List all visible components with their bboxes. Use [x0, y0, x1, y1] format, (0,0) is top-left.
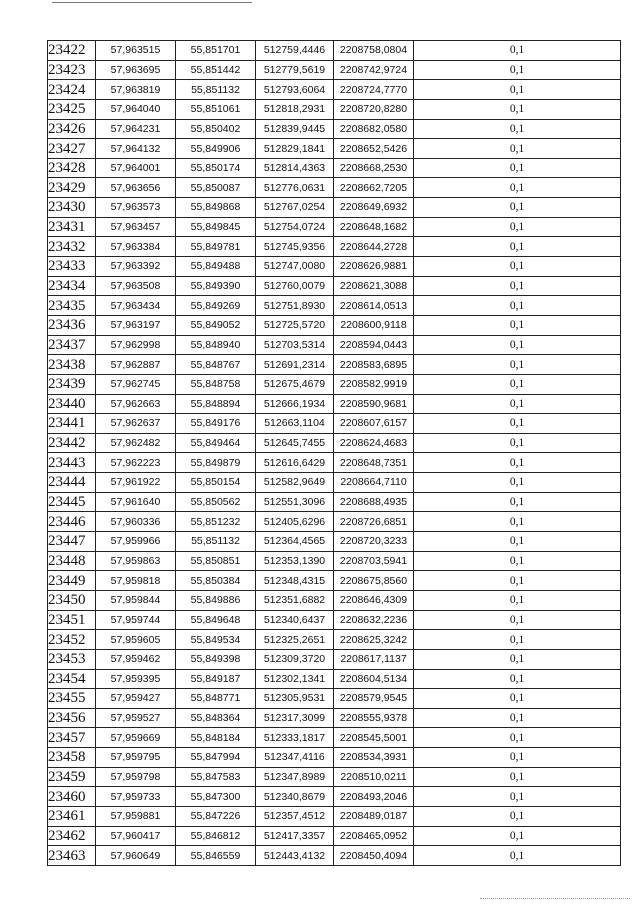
x-coordinate-cell: 512666,1934	[256, 394, 334, 414]
longitude-cell: 55,849052	[176, 315, 256, 335]
latitude-cell: 57,961922	[96, 473, 176, 493]
y-coordinate-cell: 2208607,6157	[334, 414, 414, 434]
accuracy-cell: 0,1	[414, 806, 621, 826]
latitude-cell: 57,963573	[96, 198, 176, 218]
y-coordinate-cell: 2208632,2236	[334, 610, 414, 630]
longitude-cell: 55,851061	[176, 99, 256, 119]
y-coordinate-cell: 2208720,3233	[334, 532, 414, 552]
latitude-cell: 57,963457	[96, 217, 176, 237]
accuracy-cell: 0,1	[414, 669, 621, 689]
y-coordinate-cell: 2208662,7205	[334, 178, 414, 198]
longitude-cell: 55,849464	[176, 433, 256, 453]
table-row	[48, 355, 621, 375]
point-number-cell: 23445	[48, 492, 96, 512]
longitude-cell: 55,849879	[176, 453, 256, 473]
latitude-cell: 57,959881	[96, 806, 176, 826]
y-coordinate-cell: 2208545,5001	[334, 728, 414, 748]
y-coordinate-cell: 2208758,0804	[334, 41, 414, 61]
y-coordinate-cell: 2208534,3931	[334, 748, 414, 768]
table-row	[48, 512, 621, 532]
latitude-cell: 57,959966	[96, 532, 176, 552]
latitude-cell: 57,959795	[96, 748, 176, 768]
longitude-cell: 55,849534	[176, 630, 256, 650]
accuracy-cell: 0,1	[414, 630, 621, 650]
longitude-cell: 55,850384	[176, 571, 256, 591]
table-row	[48, 787, 621, 807]
point-number-cell: 23430	[48, 198, 96, 218]
longitude-cell: 55,848894	[176, 394, 256, 414]
accuracy-cell: 0,1	[414, 453, 621, 473]
x-coordinate-cell: 512340,8679	[256, 787, 334, 807]
latitude-cell: 57,959844	[96, 590, 176, 610]
y-coordinate-cell: 2208621,3088	[334, 276, 414, 296]
y-coordinate-cell: 2208648,7351	[334, 453, 414, 473]
table-row	[48, 276, 621, 296]
latitude-cell: 57,960417	[96, 826, 176, 846]
accuracy-cell: 0,1	[414, 708, 621, 728]
table-row	[48, 846, 621, 866]
accuracy-cell: 0,1	[414, 119, 621, 139]
x-coordinate-cell: 512759,4446	[256, 41, 334, 61]
table-row	[48, 649, 621, 669]
accuracy-cell: 0,1	[414, 551, 621, 571]
longitude-cell: 55,849390	[176, 276, 256, 296]
x-coordinate-cell: 512317,3099	[256, 708, 334, 728]
coordinates-table	[47, 40, 621, 866]
latitude-cell: 57,959863	[96, 551, 176, 571]
x-coordinate-cell: 512417,3357	[256, 826, 334, 846]
table-row	[48, 178, 621, 198]
longitude-cell: 55,851442	[176, 60, 256, 80]
table-row	[48, 60, 621, 80]
latitude-cell: 57,959798	[96, 767, 176, 787]
table-row	[48, 41, 621, 61]
table-row	[48, 806, 621, 826]
point-number-cell: 23460	[48, 787, 96, 807]
x-coordinate-cell: 512305,9531	[256, 689, 334, 709]
accuracy-cell: 0,1	[414, 237, 621, 257]
longitude-cell: 55,849845	[176, 217, 256, 237]
table-row	[48, 394, 621, 414]
point-number-cell: 23456	[48, 708, 96, 728]
x-coordinate-cell: 512779,5619	[256, 60, 334, 80]
x-coordinate-cell: 512645,7455	[256, 433, 334, 453]
table-row	[48, 708, 621, 728]
longitude-cell: 55,850402	[176, 119, 256, 139]
x-coordinate-cell: 512747,0080	[256, 257, 334, 277]
table-row	[48, 296, 621, 316]
longitude-cell: 55,849176	[176, 414, 256, 434]
x-coordinate-cell: 512767,0254	[256, 198, 334, 218]
x-coordinate-cell: 512616,6429	[256, 453, 334, 473]
x-coordinate-cell: 512839,9445	[256, 119, 334, 139]
table-row	[48, 767, 621, 787]
x-coordinate-cell: 512818,2931	[256, 99, 334, 119]
table-row	[48, 571, 621, 591]
accuracy-cell: 0,1	[414, 315, 621, 335]
y-coordinate-cell: 2208703,5941	[334, 551, 414, 571]
accuracy-cell: 0,1	[414, 826, 621, 846]
x-coordinate-cell: 512325,2651	[256, 630, 334, 650]
latitude-cell: 57,962663	[96, 394, 176, 414]
x-coordinate-cell: 512347,8989	[256, 767, 334, 787]
accuracy-cell: 0,1	[414, 787, 621, 807]
longitude-cell: 55,849886	[176, 590, 256, 610]
latitude-cell: 57,963384	[96, 237, 176, 257]
latitude-cell: 57,962745	[96, 374, 176, 394]
latitude-cell: 57,959733	[96, 787, 176, 807]
x-coordinate-cell: 512364,4565	[256, 532, 334, 552]
longitude-cell: 55,848771	[176, 689, 256, 709]
table-row	[48, 119, 621, 139]
x-coordinate-cell: 512351,6882	[256, 590, 334, 610]
latitude-cell: 57,962998	[96, 335, 176, 355]
table-row	[48, 414, 621, 434]
x-coordinate-cell: 512745,9356	[256, 237, 334, 257]
y-coordinate-cell: 2208688,4935	[334, 492, 414, 512]
x-coordinate-cell: 512353,1390	[256, 551, 334, 571]
point-number-cell: 23451	[48, 610, 96, 630]
longitude-cell: 55,850087	[176, 178, 256, 198]
latitude-cell: 57,963392	[96, 257, 176, 277]
latitude-cell: 57,961640	[96, 492, 176, 512]
x-coordinate-cell: 512551,3096	[256, 492, 334, 512]
y-coordinate-cell: 2208465,0952	[334, 826, 414, 846]
latitude-cell: 57,959427	[96, 689, 176, 709]
longitude-cell: 55,849648	[176, 610, 256, 630]
y-coordinate-cell: 2208726,6851	[334, 512, 414, 532]
y-coordinate-cell: 2208682,0580	[334, 119, 414, 139]
accuracy-cell: 0,1	[414, 394, 621, 414]
x-coordinate-cell: 512348,4315	[256, 571, 334, 591]
y-coordinate-cell: 2208649,6932	[334, 198, 414, 218]
y-coordinate-cell: 2208648,1682	[334, 217, 414, 237]
point-number-cell: 23461	[48, 806, 96, 826]
y-coordinate-cell: 2208720,8280	[334, 99, 414, 119]
y-coordinate-cell: 2208675,8560	[334, 571, 414, 591]
longitude-cell: 55,847226	[176, 806, 256, 826]
y-coordinate-cell: 2208646,4309	[334, 590, 414, 610]
y-coordinate-cell: 2208742,9724	[334, 60, 414, 80]
point-number-cell: 23423	[48, 60, 96, 80]
x-coordinate-cell: 512309,3720	[256, 649, 334, 669]
longitude-cell: 55,848767	[176, 355, 256, 375]
accuracy-cell: 0,1	[414, 276, 621, 296]
point-number-cell: 23459	[48, 767, 96, 787]
y-coordinate-cell: 2208625,3242	[334, 630, 414, 650]
point-number-cell: 23463	[48, 846, 96, 866]
longitude-cell: 55,851701	[176, 41, 256, 61]
latitude-cell: 57,963515	[96, 41, 176, 61]
point-number-cell: 23449	[48, 571, 96, 591]
x-coordinate-cell: 512776,0631	[256, 178, 334, 198]
y-coordinate-cell: 2208624,4683	[334, 433, 414, 453]
point-number-cell: 23433	[48, 257, 96, 277]
longitude-cell: 55,851132	[176, 80, 256, 100]
top-rule	[52, 2, 252, 3]
point-number-cell: 23429	[48, 178, 96, 198]
table-row	[48, 492, 621, 512]
table-row	[48, 99, 621, 119]
table-row	[48, 748, 621, 768]
y-coordinate-cell: 2208600,9118	[334, 315, 414, 335]
longitude-cell: 55,848364	[176, 708, 256, 728]
y-coordinate-cell: 2208510,0211	[334, 767, 414, 787]
y-coordinate-cell: 2208652,5426	[334, 139, 414, 159]
longitude-cell: 55,846812	[176, 826, 256, 846]
point-number-cell: 23422	[48, 41, 96, 61]
latitude-cell: 57,963695	[96, 60, 176, 80]
accuracy-cell: 0,1	[414, 374, 621, 394]
accuracy-cell: 0,1	[414, 649, 621, 669]
table-row	[48, 158, 621, 178]
x-coordinate-cell: 512302,1341	[256, 669, 334, 689]
x-coordinate-cell: 512333,1817	[256, 728, 334, 748]
latitude-cell: 57,963197	[96, 315, 176, 335]
accuracy-cell: 0,1	[414, 60, 621, 80]
table-row	[48, 217, 621, 237]
accuracy-cell: 0,1	[414, 80, 621, 100]
accuracy-cell: 0,1	[414, 355, 621, 375]
y-coordinate-cell: 2208555,9378	[334, 708, 414, 728]
longitude-cell: 55,849488	[176, 257, 256, 277]
longitude-cell: 55,847994	[176, 748, 256, 768]
latitude-cell: 57,960336	[96, 512, 176, 532]
x-coordinate-cell: 512793,6064	[256, 80, 334, 100]
table-row	[48, 590, 621, 610]
latitude-cell: 57,962223	[96, 453, 176, 473]
x-coordinate-cell: 512340,6437	[256, 610, 334, 630]
latitude-cell: 57,960649	[96, 846, 176, 866]
longitude-cell: 55,849398	[176, 649, 256, 669]
accuracy-cell: 0,1	[414, 217, 621, 237]
table-row	[48, 826, 621, 846]
accuracy-cell: 0,1	[414, 748, 621, 768]
point-number-cell: 23452	[48, 630, 96, 650]
y-coordinate-cell: 2208582,9919	[334, 374, 414, 394]
latitude-cell: 57,959605	[96, 630, 176, 650]
y-coordinate-cell: 2208724,7770	[334, 80, 414, 100]
latitude-cell: 57,964040	[96, 99, 176, 119]
accuracy-cell: 0,1	[414, 99, 621, 119]
table-row	[48, 335, 621, 355]
accuracy-cell: 0,1	[414, 433, 621, 453]
x-coordinate-cell: 512703,5314	[256, 335, 334, 355]
y-coordinate-cell: 2208489,0187	[334, 806, 414, 826]
accuracy-cell: 0,1	[414, 257, 621, 277]
point-number-cell: 23455	[48, 689, 96, 709]
accuracy-cell: 0,1	[414, 492, 621, 512]
table-row	[48, 473, 621, 493]
accuracy-cell: 0,1	[414, 178, 621, 198]
longitude-cell: 55,849781	[176, 237, 256, 257]
point-number-cell: 23437	[48, 335, 96, 355]
y-coordinate-cell: 2208450,4094	[334, 846, 414, 866]
longitude-cell: 55,850174	[176, 158, 256, 178]
longitude-cell: 55,850562	[176, 492, 256, 512]
point-number-cell: 23440	[48, 394, 96, 414]
table-row	[48, 257, 621, 277]
point-number-cell: 23453	[48, 649, 96, 669]
y-coordinate-cell: 2208617,1137	[334, 649, 414, 669]
latitude-cell: 57,964001	[96, 158, 176, 178]
x-coordinate-cell: 512751,8930	[256, 296, 334, 316]
latitude-cell: 57,964231	[96, 119, 176, 139]
table-row	[48, 315, 621, 335]
point-number-cell: 23457	[48, 728, 96, 748]
longitude-cell: 55,849269	[176, 296, 256, 316]
y-coordinate-cell: 2208493,2046	[334, 787, 414, 807]
x-coordinate-cell: 512829,1841	[256, 139, 334, 159]
point-number-cell: 23436	[48, 315, 96, 335]
x-coordinate-cell: 512691,2314	[256, 355, 334, 375]
x-coordinate-cell: 512347,4116	[256, 748, 334, 768]
latitude-cell: 57,962887	[96, 355, 176, 375]
table-row	[48, 139, 621, 159]
latitude-cell: 57,963508	[96, 276, 176, 296]
point-number-cell: 23454	[48, 669, 96, 689]
point-number-cell: 23427	[48, 139, 96, 159]
accuracy-cell: 0,1	[414, 158, 621, 178]
accuracy-cell: 0,1	[414, 198, 621, 218]
point-number-cell: 23426	[48, 119, 96, 139]
point-number-cell: 23439	[48, 374, 96, 394]
x-coordinate-cell: 512814,4363	[256, 158, 334, 178]
longitude-cell: 55,848758	[176, 374, 256, 394]
table-row	[48, 374, 621, 394]
latitude-cell: 57,964132	[96, 139, 176, 159]
point-number-cell: 23438	[48, 355, 96, 375]
accuracy-cell: 0,1	[414, 610, 621, 630]
x-coordinate-cell: 512725,5720	[256, 315, 334, 335]
table-row	[48, 198, 621, 218]
longitude-cell: 55,849187	[176, 669, 256, 689]
point-number-cell: 23458	[48, 748, 96, 768]
longitude-cell: 55,851132	[176, 532, 256, 552]
latitude-cell: 57,962482	[96, 433, 176, 453]
accuracy-cell: 0,1	[414, 41, 621, 61]
y-coordinate-cell: 2208626,9881	[334, 257, 414, 277]
longitude-cell: 55,850154	[176, 473, 256, 493]
latitude-cell: 57,959395	[96, 669, 176, 689]
accuracy-cell: 0,1	[414, 335, 621, 355]
longitude-cell: 55,849906	[176, 139, 256, 159]
y-coordinate-cell: 2208668,2530	[334, 158, 414, 178]
point-number-cell: 23444	[48, 473, 96, 493]
point-number-cell: 23425	[48, 99, 96, 119]
accuracy-cell: 0,1	[414, 571, 621, 591]
longitude-cell: 55,851232	[176, 512, 256, 532]
table-row	[48, 551, 621, 571]
coordinates-table-body	[48, 41, 621, 866]
latitude-cell: 57,963819	[96, 80, 176, 100]
accuracy-cell: 0,1	[414, 414, 621, 434]
accuracy-cell: 0,1	[414, 590, 621, 610]
table-row	[48, 237, 621, 257]
longitude-cell: 55,850851	[176, 551, 256, 571]
accuracy-cell: 0,1	[414, 139, 621, 159]
table-row	[48, 728, 621, 748]
y-coordinate-cell: 2208604,5134	[334, 669, 414, 689]
y-coordinate-cell: 2208614,0513	[334, 296, 414, 316]
y-coordinate-cell: 2208583,6895	[334, 355, 414, 375]
y-coordinate-cell: 2208594,0443	[334, 335, 414, 355]
longitude-cell: 55,849868	[176, 198, 256, 218]
point-number-cell: 23441	[48, 414, 96, 434]
point-number-cell: 23424	[48, 80, 96, 100]
point-number-cell: 23434	[48, 276, 96, 296]
accuracy-cell: 0,1	[414, 532, 621, 552]
table-row	[48, 689, 621, 709]
x-coordinate-cell: 512357,4512	[256, 806, 334, 826]
accuracy-cell: 0,1	[414, 728, 621, 748]
point-number-cell: 23447	[48, 532, 96, 552]
y-coordinate-cell: 2208579,9545	[334, 689, 414, 709]
x-coordinate-cell: 512754,0724	[256, 217, 334, 237]
accuracy-cell: 0,1	[414, 473, 621, 493]
point-number-cell: 23462	[48, 826, 96, 846]
longitude-cell: 55,846559	[176, 846, 256, 866]
table-row	[48, 80, 621, 100]
point-number-cell: 23448	[48, 551, 96, 571]
accuracy-cell: 0,1	[414, 296, 621, 316]
point-number-cell: 23432	[48, 237, 96, 257]
point-number-cell: 23450	[48, 590, 96, 610]
x-coordinate-cell: 512443,4132	[256, 846, 334, 866]
latitude-cell: 57,963656	[96, 178, 176, 198]
point-number-cell: 23431	[48, 217, 96, 237]
table-row	[48, 453, 621, 473]
longitude-cell: 55,847583	[176, 767, 256, 787]
accuracy-cell: 0,1	[414, 689, 621, 709]
x-coordinate-cell: 512582,9649	[256, 473, 334, 493]
table-row	[48, 669, 621, 689]
table-row	[48, 610, 621, 630]
longitude-cell: 55,848184	[176, 728, 256, 748]
y-coordinate-cell: 2208664,7110	[334, 473, 414, 493]
table-row	[48, 433, 621, 453]
x-coordinate-cell: 512405,6296	[256, 512, 334, 532]
latitude-cell: 57,959744	[96, 610, 176, 630]
point-number-cell: 23442	[48, 433, 96, 453]
accuracy-cell: 0,1	[414, 767, 621, 787]
table-row	[48, 630, 621, 650]
accuracy-cell: 0,1	[414, 846, 621, 866]
x-coordinate-cell: 512675,4679	[256, 374, 334, 394]
longitude-cell: 55,848940	[176, 335, 256, 355]
latitude-cell: 57,959669	[96, 728, 176, 748]
latitude-cell: 57,959818	[96, 571, 176, 591]
longitude-cell: 55,847300	[176, 787, 256, 807]
x-coordinate-cell: 512760,0079	[256, 276, 334, 296]
point-number-cell: 23443	[48, 453, 96, 473]
table-row	[48, 532, 621, 552]
latitude-cell: 57,963434	[96, 296, 176, 316]
latitude-cell: 57,959462	[96, 649, 176, 669]
y-coordinate-cell: 2208590,9681	[334, 394, 414, 414]
point-number-cell: 23428	[48, 158, 96, 178]
point-number-cell: 23446	[48, 512, 96, 532]
latitude-cell: 57,959527	[96, 708, 176, 728]
x-coordinate-cell: 512663,1104	[256, 414, 334, 434]
point-number-cell: 23435	[48, 296, 96, 316]
y-coordinate-cell: 2208644,2728	[334, 237, 414, 257]
bottom-dotted-rule	[480, 898, 630, 899]
latitude-cell: 57,962637	[96, 414, 176, 434]
accuracy-cell: 0,1	[414, 512, 621, 532]
